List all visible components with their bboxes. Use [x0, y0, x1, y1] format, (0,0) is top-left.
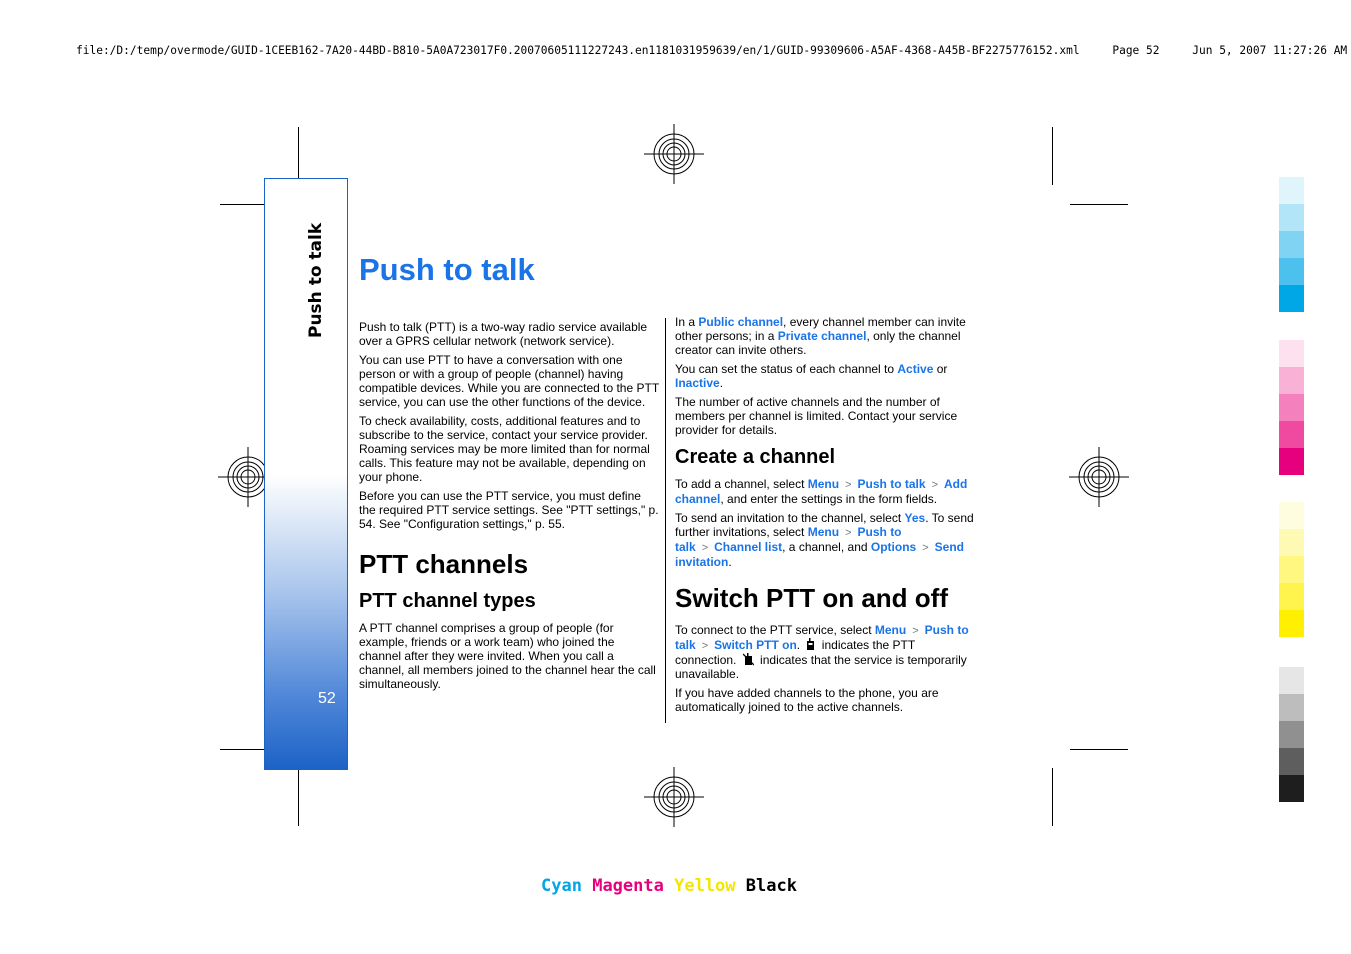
yellow-swatch [1279, 502, 1304, 529]
yellow-swatch [1279, 610, 1304, 637]
link-add-channel[interactable]: Add channel [675, 477, 968, 506]
column-divider [665, 318, 666, 723]
text: To connect to the PTT service, select [675, 623, 875, 637]
chevron-right-icon: > [701, 640, 709, 652]
link-push-to-talk[interactable]: Push to talk [675, 525, 902, 554]
text: . [719, 376, 724, 390]
text: , only the channel creator can invite others. [675, 329, 961, 357]
link-switch-ptt-on[interactable]: Switch PTT on [714, 638, 797, 652]
crop-mark [1052, 127, 1053, 185]
yellow-swatch [1279, 556, 1304, 583]
text: , and enter the settings in the form fields. [720, 492, 938, 506]
chapter-label [306, 222, 336, 338]
text: . [796, 638, 804, 652]
magenta-swatch [1279, 367, 1304, 394]
paragraph: You can use PTT to have a conversation with one person or with a group of people (channel) having compatible devices. While you are connected to the PTT service, you can use the other functions of the device. [359, 353, 659, 409]
page-number: 52 [318, 690, 336, 707]
black-label: Black [745, 876, 797, 896]
registration-mark-icon [644, 124, 704, 184]
paragraph-send-invitation [675, 511, 975, 569]
black-swatch [1279, 694, 1304, 721]
text: or [933, 362, 948, 376]
link-menu[interactable]: Menu [807, 477, 840, 491]
section-heading-switch-ptt: Switch PTT on and off [675, 583, 948, 613]
subsection-heading-create-channel: Create a channel [675, 446, 836, 468]
cyan-swatch [1279, 177, 1304, 204]
paragraph-channel-status [675, 362, 975, 390]
paragraph: To check availability, costs, additional features and to subscribe to the service, contact your service provider. Roaming services may be more limited than for normal calls. This feature may not be available, depending on your phone. [359, 414, 650, 484]
paragraph-connect [675, 623, 975, 681]
registration-mark-icon [1069, 447, 1129, 507]
link-channel-list[interactable]: Channel list [714, 540, 783, 554]
paragraph: If you have added channels to the phone, you are automatically joined to the active channels. [675, 686, 939, 714]
paragraph: The number of active channels and the number of members per channel is limited. Contact your service provider for details. [675, 395, 958, 437]
black-swatch [1279, 775, 1304, 802]
header-page: Page 52 [1112, 44, 1160, 57]
paragraph: Before you can use the PTT service, you must define the required PTT service settings. See "PTT settings," p. 54. See "Configuration settings," p. 55. [359, 489, 659, 531]
magenta-label: Magenta [592, 876, 664, 896]
chevron-right-icon: > [845, 527, 852, 539]
ptt-unavailable-icon [743, 653, 754, 666]
text: , every channel member can invite other persons; in a [675, 315, 966, 343]
cmyk-labels [541, 876, 797, 896]
text: indicates the PTT connection. [675, 638, 915, 667]
text: To send an invitation to the channel, select [675, 511, 905, 525]
crop-mark [1052, 768, 1053, 826]
link-push-to-talk[interactable]: Push to talk [675, 623, 969, 652]
cyan-swatch [1279, 285, 1304, 312]
header-path: file:/D:/temp/overmode/GUID-1CEEB162-7A20-44BD-B810-5A0A723017F0.20070605111227243.en1181031959639/en/1/GUID-99309606-A5AF-4368-A45B-BF2275776152.xml [76, 44, 1080, 57]
text: To add a channel, select [675, 477, 808, 491]
chevron-right-icon: > [922, 542, 929, 554]
registration-mark-icon [644, 767, 704, 827]
chevron-right-icon: > [931, 479, 938, 491]
chevron-right-icon: > [845, 479, 852, 491]
text: , a channel, and [782, 540, 871, 554]
subsection-heading-channel-types: PTT channel types [359, 590, 536, 612]
chapter-label-text: Push to talk [306, 222, 326, 338]
intro-paragraph: Push to talk (PTT) is a two-way radio service available over a GPRS cellular network (network service). [359, 320, 648, 348]
text: In a [675, 315, 699, 329]
magenta-swatch [1279, 394, 1304, 421]
yellow-label: Yellow [674, 876, 736, 896]
cyan-swatch [1279, 231, 1304, 258]
link-send-invitation[interactable]: Send invitation [675, 540, 964, 569]
text: . To send further invitations, select [675, 511, 974, 539]
link-yes[interactable]: Yes [904, 511, 926, 525]
text: You can set the status of each channel to [675, 362, 898, 376]
chevron-right-icon: > [912, 625, 919, 637]
link-inactive[interactable]: Inactive [675, 376, 720, 390]
right-column [675, 315, 975, 719]
link-menu[interactable]: Menu [807, 525, 840, 539]
black-swatch [1279, 667, 1304, 694]
yellow-swatch [1279, 583, 1304, 610]
link-options[interactable]: Options [870, 540, 917, 554]
ptt-connection-icon [806, 638, 815, 651]
cyan-swatch [1279, 258, 1304, 285]
magenta-swatch [1279, 448, 1304, 475]
paragraph-add-channel [675, 477, 975, 506]
yellow-swatch [1279, 529, 1304, 556]
paragraph: A PTT channel comprises a group of people (for example, friends or a work team) who joined the channel after they were invited. When you call a channel, all members joined to the channel hear the call simultaneously. [359, 621, 656, 691]
link-push-to-talk[interactable]: Push to talk [857, 477, 926, 491]
link-public-channel[interactable]: Public channel [698, 315, 784, 329]
crop-mark [298, 768, 299, 826]
link-active[interactable]: Active [897, 362, 934, 376]
cyan-swatch [1279, 204, 1304, 231]
chevron-right-icon: > [701, 542, 709, 554]
magenta-swatch [1279, 421, 1304, 448]
black-swatch [1279, 748, 1304, 775]
link-menu[interactable]: Menu [874, 623, 907, 637]
header-datetime: Jun 5, 2007 11:27:26 AM [1192, 44, 1348, 57]
section-heading-ptt-channels: PTT channels [359, 549, 529, 579]
magenta-swatch [1279, 340, 1304, 367]
page-title: Push to talk [359, 252, 535, 287]
print-header [76, 44, 1348, 57]
text: . [728, 555, 732, 569]
black-swatch [1279, 721, 1304, 748]
crop-mark [1070, 749, 1128, 750]
crop-mark [1070, 204, 1128, 205]
cyan-label: Cyan [541, 876, 582, 896]
text: indicates that the service is temporarily unavailable. [675, 653, 967, 681]
link-private-channel[interactable]: Private channel [777, 329, 867, 343]
paragraph-channel-types [675, 315, 975, 357]
left-column [359, 320, 659, 696]
crop-mark [298, 127, 299, 185]
